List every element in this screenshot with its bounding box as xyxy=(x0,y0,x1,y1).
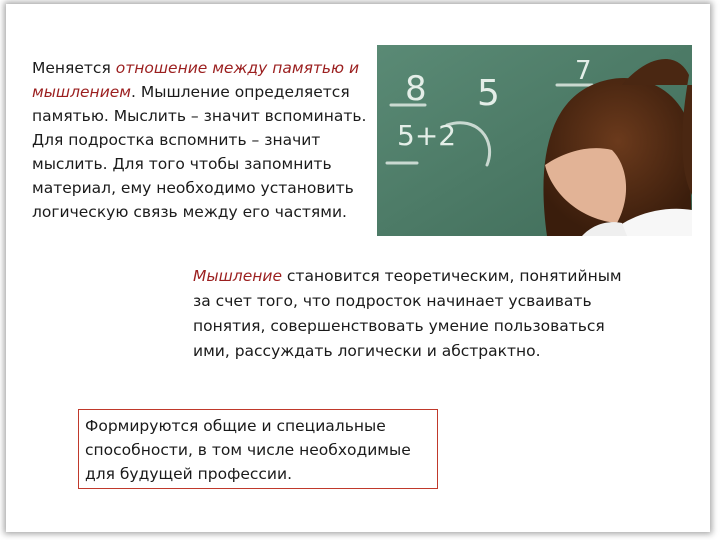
photo-girl-at-chalkboard xyxy=(377,45,692,236)
para1-lead: Меняется xyxy=(32,59,116,77)
chalk-number-8: 8 xyxy=(405,69,427,109)
chalk-fraction: 5+2 xyxy=(397,119,457,152)
thinking-paragraph xyxy=(193,264,633,364)
para2-rest: становится теоретическим, понятийным за счет того, что подросток начинает усваивать понятия, совершенствовать умение пользоваться ими, рассуждать логически и абстрактно. xyxy=(193,267,622,360)
chalk-number-5: 5 xyxy=(477,73,500,114)
chalk-number-7: 7 xyxy=(575,56,592,86)
memory-thinking-paragraph xyxy=(32,56,372,224)
para2-highlight: Мышление xyxy=(193,267,282,285)
para1-rest: . Мышление определяется памятью. Мыслить – значит вспоминать. Для подростка вспомнить – значит мыслить. Для того чтобы запомнить материал, ему необходимо установить логическую связь между его частями. xyxy=(32,83,367,221)
chalkboard-photo-illustration xyxy=(377,45,692,236)
abilities-callout-box xyxy=(78,409,438,489)
abilities-text: Формируются общие и специальные способности, в том числе необходимые для будущей профессии. xyxy=(85,417,411,483)
para1-highlight: отношение между памятью и мышлением xyxy=(32,59,360,101)
